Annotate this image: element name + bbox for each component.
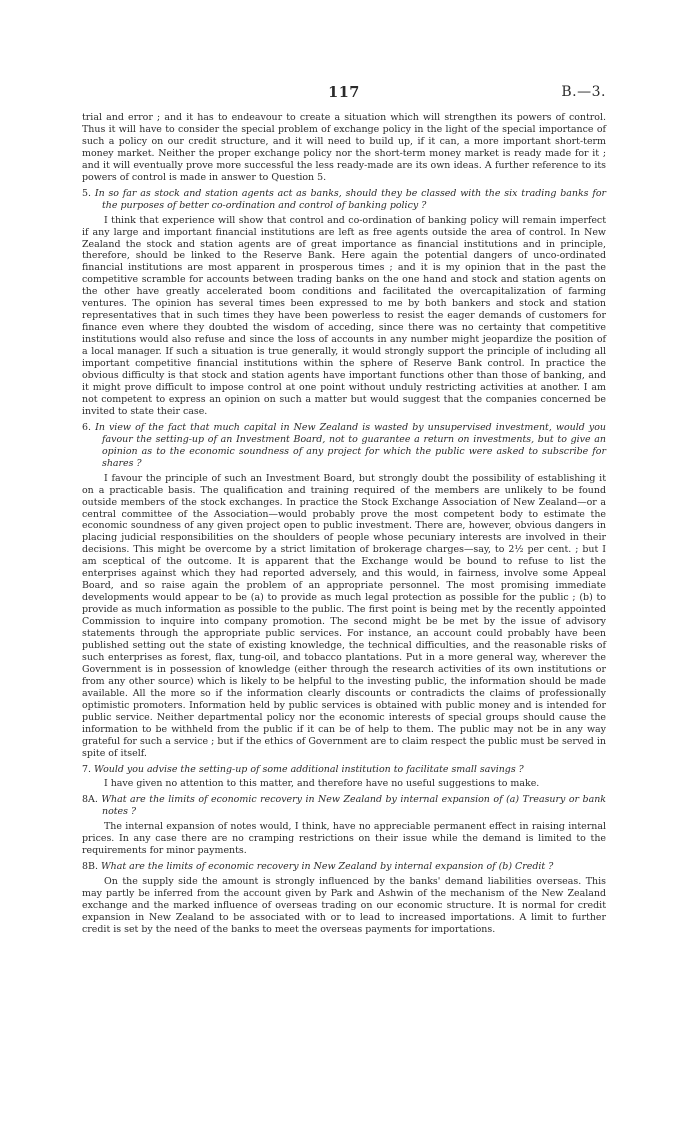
answer-8b: On the supply side the amount is strongly influenced by the banks' demand liabilities overseas. This may partly be inferred from the account given by Park and Ashwin of the mechanism of the New Zealand exchange and the marked influence of overseas trading on our economic structure. It is normal for credit expansion in New Zealand to be associated with or to lead to increased importations. A limit to further credit is set by the need of the banks to meet the overseas payments for importations.: [82, 876, 606, 935]
question-number: 5.: [82, 187, 92, 199]
paragraph-continuation: trial and error ; and it has to endeavour to create a situation which will strengthen its powers of control. Thus it will have to consider the special problem of exchange policy in the light of the special importance of such a policy on our credit structure, and it will need to build up, if it can, a more important short-term money market. Neither the proper exchange policy nor the short-term money market is ready made for it ; and it will eventually prove more successful the less ready-made are its own ideas. A further reference to its powers of control is made in answer to Question 5.: [82, 112, 606, 183]
question-number: 8A.: [82, 794, 98, 806]
answer-7: I have given no attention to this matter, and therefore have no useful suggestions to make.: [104, 778, 540, 790]
document-body: [82, 112, 606, 936]
question-text: What are the limits of economic recovery in New Zealand by internal expansion of (b) Credit ?: [100, 861, 554, 873]
question-6: [82, 422, 606, 470]
question-7: [82, 764, 606, 776]
page-header: [82, 84, 606, 106]
question-text: In so far as stock and station agents act as banks, should they be classed with the six trading banks for the purposes of better co-ordination and control of banking policy ?: [94, 187, 607, 211]
question-8a: [82, 794, 606, 818]
document-reference: B.—3.: [561, 84, 606, 100]
page-number: 117: [328, 84, 360, 101]
question-number: 8B.: [82, 861, 98, 873]
question-number: 7.: [82, 763, 92, 775]
answer-5: I think that experience will show that control and co-ordination of banking policy will remain imperfect if any large and important financial institutions are left as free agents outside the area of control. In New Zealand the stock and station agents are of great importance as financial institutions and in principle, therefore, should be linked to the Reserve Bank. Here again the potential dangers of unco-ordinated financial institutions are most apparent in prosperous times ; and it is my opinion that in the past the competitive scramble for accounts between trading banks on the one hand and stock and station agents on the other have greatly accelerated boom conditions and facilitated the overcapitalization of farming ventures. The opinion has several times been expressed to me by both bankers and stock and station representatives that in such times they have been powerless to resist the eager demands of customers for finance even where they doubted the wisdom of acceding, since there was no certainty that competitive institutions would also refuse and since the loss of accounts in any number might jeopardize the position of a local manager. If such a situation is true generally, it would strongly support the principle of including all important competitive financial institutions within the sphere of Reserve Bank control. In practice the obvious difficulty is that stock and station agents have important functions other than those of banking, and it might prove difficult to impose control at one point without unduly restricting activities at another. I am not competent to express an opinion on such a matter but would suggest that the companies concerned be invited to state their case.: [82, 214, 606, 417]
question-5: [82, 188, 606, 212]
answer-6: I favour the principle of such an Investment Board, but strongly doubt the possibility of establishing it on a practicable basis. The qualification and training required of the members are unlikely to be found outside members of the stock exchanges. In practice the Stock Exchange Association of New Zealand—or a central committee of the Association—would probably prove the most competent body to estimate the economic soundness of any given project open to public investment. There are, however, obvious dangers in placing judicial responsibilities on the shoulders of people whose pecuniary interests are involved in their decisions. This might be overcome by a strict limitation of brokerage charges—say, to 2½ per cent. ; but I am sceptical of the outcome. It is apparent that the Exchange would be bound to refuse to list the enterprises against which they had reported adversely, and this would, in fairness, involve some Appeal Board, and so raise again the problem of an appropriate personnel. The most promising immediate developments would appear to be (a) to provide as much legal protection as possible for the public ; (b) to provide as much information as possible to the public. The first point is being met by the recently appointed Commission to inquire into company promotion. The second might be be met by the issue of advisory statements through the appropriate public services. For instance, an account could probably have been published setting out the state of existing knowledge, the technical difficulties, and the reasonable risks of such enterprises as forest, flax, tung-oil, and tobacco plantations. Put in a more general way, wherever the Government is in possession of knowledge (either through the research activities of its own institutions or from any other source) which is likely to be helpful to the investing public, the information should be made available. All the more so if the information clearly discounts or contradicts the claims of professionally optimistic promoters. Information held by public services is obtained with public money and is intended for public service. Neither departmental policy nor the economic interests of special groups should cause the information to be withheld from the public if it can be of help to them. The public may not be in any way grateful for such a service ; but if the ethics of Government are to claim respect the public must be served in spite of itself.: [82, 472, 606, 759]
question-text: What are the limits of economic recovery in New Zealand by internal expansion of (a) Treasury or bank notes ?: [101, 794, 607, 818]
question-text: Would you advise the setting-up of some additional institution to facilitate small savings ?: [94, 763, 524, 775]
question-text: In view of the fact that much capital in New Zealand is wasted by unsupervised investment, would you favour the setting-up of an Investment Board, not to guarantee a return on investments, but to give an opinion as to the economic soundness of any project for which the public were asked to subscribe for shares ?: [95, 421, 606, 469]
question-number: 6.: [82, 421, 92, 433]
question-8b: [82, 861, 606, 873]
answer-8a: The internal expansion of notes would, I think, have no appreciable permanent effect in raising internal prices. In any case there are no cramping restrictions on their issue while the demand is limited to the requirements for minor payments.: [82, 821, 606, 857]
